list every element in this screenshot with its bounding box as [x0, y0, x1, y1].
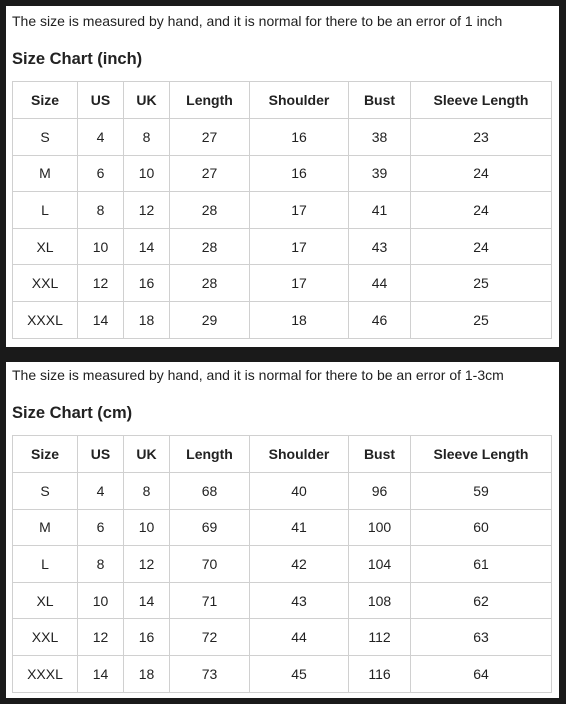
table-cell: 41 [250, 509, 349, 546]
table-cell: XXL [13, 265, 78, 302]
table-cell: 25 [411, 301, 552, 338]
table-cell: 41 [349, 192, 411, 229]
column-header: Sleeve Length [411, 82, 552, 119]
table-row [13, 265, 552, 302]
table-cell: 24 [411, 155, 552, 192]
table-cell: M [13, 155, 78, 192]
table-cell: 17 [250, 192, 349, 229]
table-cell: 24 [411, 192, 552, 229]
table-cell: 16 [250, 155, 349, 192]
column-header: UK [124, 82, 170, 119]
column-header: UK [124, 436, 170, 473]
table-cell: 43 [250, 582, 349, 619]
table-cell: 18 [124, 301, 170, 338]
table-row [13, 582, 552, 619]
measurement-note: The size is measured by hand, and it is normal for there to be an error of 1-3cm [12, 367, 504, 383]
size-chart-cm-panel [6, 362, 559, 698]
table-row [13, 619, 552, 656]
table-cell: 62 [411, 582, 552, 619]
table-cell: 39 [349, 155, 411, 192]
table-cell: 108 [349, 582, 411, 619]
table-cell: 61 [411, 546, 552, 583]
table-cell: 28 [170, 265, 250, 302]
table-cell: 64 [411, 655, 552, 692]
table-cell: S [13, 473, 78, 510]
column-header: Size [13, 82, 78, 119]
table-cell: 70 [170, 546, 250, 583]
table-cell: 28 [170, 192, 250, 229]
table-row [13, 473, 552, 510]
table-cell: 44 [250, 619, 349, 656]
table-cell: 14 [124, 228, 170, 265]
table-cell: 10 [78, 228, 124, 265]
table-row [13, 655, 552, 692]
column-header: Shoulder [250, 436, 349, 473]
table-header-row [13, 82, 552, 119]
table-row [13, 119, 552, 156]
table-cell: 46 [349, 301, 411, 338]
table-cell: 72 [170, 619, 250, 656]
size-chart-title: Size Chart (cm) [12, 404, 133, 422]
table-cell: M [13, 509, 78, 546]
table-cell: 38 [349, 119, 411, 156]
table-cell: 16 [250, 119, 349, 156]
table-cell: 12 [124, 546, 170, 583]
table-cell: 12 [78, 619, 124, 656]
table-cell: 68 [170, 473, 250, 510]
table-cell: 8 [124, 473, 170, 510]
table-cell: 28 [170, 228, 250, 265]
column-header: Size [13, 436, 78, 473]
table-cell: 27 [170, 119, 250, 156]
column-header: Shoulder [250, 82, 349, 119]
table-cell: 42 [250, 546, 349, 583]
table-cell: 24 [411, 228, 552, 265]
table-cell: 45 [250, 655, 349, 692]
table-cell: XL [13, 582, 78, 619]
table-cell: 43 [349, 228, 411, 265]
table-cell: 69 [170, 509, 250, 546]
table-cell: L [13, 192, 78, 229]
table-row [13, 155, 552, 192]
table-row [13, 228, 552, 265]
table-cell: L [13, 546, 78, 583]
size-chart-inch-panel [6, 6, 559, 347]
table-cell: XXXL [13, 655, 78, 692]
table-cell: 6 [78, 509, 124, 546]
table-cell: 63 [411, 619, 552, 656]
table-cell: 104 [349, 546, 411, 583]
table-cell: 73 [170, 655, 250, 692]
table-cell: 10 [124, 509, 170, 546]
table-cell: 59 [411, 473, 552, 510]
table-row [13, 509, 552, 546]
table-cell: 100 [349, 509, 411, 546]
table-cell: 16 [124, 619, 170, 656]
table-cell: XXXL [13, 301, 78, 338]
column-header: Length [170, 436, 250, 473]
table-cell: 12 [78, 265, 124, 302]
table-cell: XXL [13, 619, 78, 656]
table-cell: 6 [78, 155, 124, 192]
table-cell: 10 [78, 582, 124, 619]
table-cell: 17 [250, 265, 349, 302]
table-cell: 14 [124, 582, 170, 619]
table-cell: 71 [170, 582, 250, 619]
table-cell: 44 [349, 265, 411, 302]
table-cell: 14 [78, 301, 124, 338]
table-cell: 8 [124, 119, 170, 156]
table-cell: 60 [411, 509, 552, 546]
table-cell: 16 [124, 265, 170, 302]
table-cell: 27 [170, 155, 250, 192]
size-chart-table [12, 435, 552, 693]
column-header: Length [170, 82, 250, 119]
table-cell: 96 [349, 473, 411, 510]
column-header: Bust [349, 82, 411, 119]
table-row [13, 192, 552, 229]
table-cell: 23 [411, 119, 552, 156]
table-cell: 14 [78, 655, 124, 692]
size-chart-table [12, 81, 552, 339]
table-cell: 40 [250, 473, 349, 510]
measurement-note: The size is measured by hand, and it is normal for there to be an error of 1 inch [12, 13, 503, 29]
size-chart-title: Size Chart (inch) [12, 50, 143, 68]
table-cell: S [13, 119, 78, 156]
table-cell: 116 [349, 655, 411, 692]
table-cell: 29 [170, 301, 250, 338]
table-cell: 12 [124, 192, 170, 229]
column-header: Sleeve Length [411, 436, 552, 473]
column-header: Bust [349, 436, 411, 473]
table-cell: 4 [78, 119, 124, 156]
table-cell: 10 [124, 155, 170, 192]
table-header-row [13, 436, 552, 473]
column-header: US [78, 82, 124, 119]
table-row [13, 301, 552, 338]
table-cell: 8 [78, 546, 124, 583]
table-cell: 8 [78, 192, 124, 229]
table-cell: XL [13, 228, 78, 265]
table-row [13, 546, 552, 583]
table-cell: 25 [411, 265, 552, 302]
table-cell: 17 [250, 228, 349, 265]
table-cell: 18 [250, 301, 349, 338]
table-cell: 112 [349, 619, 411, 656]
table-cell: 4 [78, 473, 124, 510]
table-cell: 18 [124, 655, 170, 692]
column-header: US [78, 436, 124, 473]
